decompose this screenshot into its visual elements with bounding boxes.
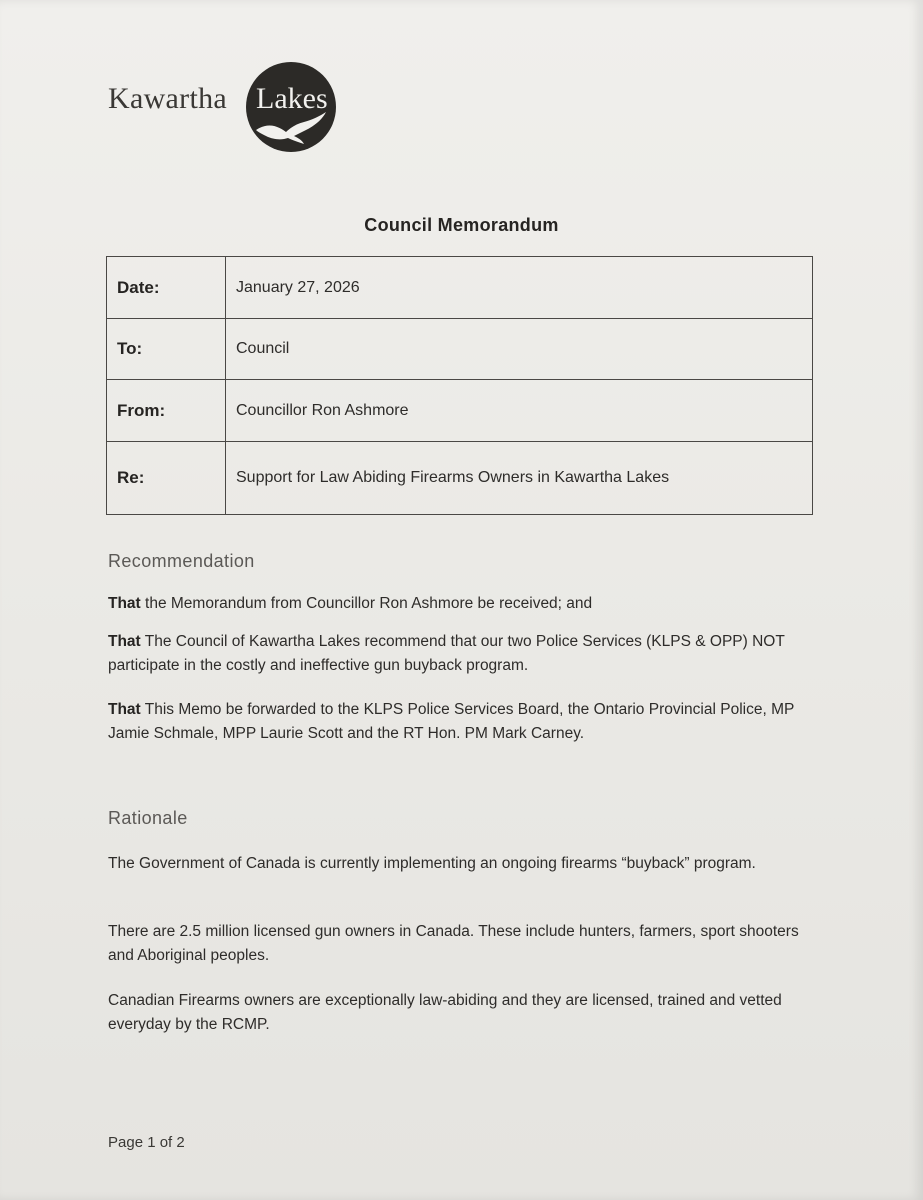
to-value: Council xyxy=(236,340,290,357)
from-label: From: xyxy=(107,380,226,442)
memo-title: Council Memorandum xyxy=(364,215,559,235)
recommendation-text: The Council of Kawartha Lakes recommend that our two Police Services (KLPS & OPP) NOT participate in the costly and ineffective gun buyback program. xyxy=(108,633,785,674)
date-label: Date: xyxy=(107,257,226,319)
recommendation-lead: That xyxy=(108,633,141,650)
recommendation-lead: That xyxy=(108,595,141,612)
rationale-paragraph: There are 2.5 million licensed gun owners in Canada. These include hunters, farmers, sport shooters and Aboriginal peoples. xyxy=(108,923,799,964)
table-row xyxy=(107,380,813,442)
eagle-icon xyxy=(252,110,330,146)
recommendation-lead: That xyxy=(108,701,141,718)
re-label: Re: xyxy=(107,442,226,515)
logo-word-lakes: Lakes xyxy=(256,82,328,115)
table-row xyxy=(107,257,813,319)
recommendation-heading: Recommendation xyxy=(108,551,255,571)
re-value: Support for Law Abiding Firearms Owners in Kawartha Lakes xyxy=(236,469,670,486)
recommendation-text: the Memorandum from Councillor Ron Ashmore be received; and xyxy=(140,595,593,612)
recommendation-item xyxy=(108,698,808,746)
page-number: Page 1 of 2 xyxy=(108,1134,185,1151)
logo-word-kawartha: Kawartha xyxy=(108,82,228,115)
table-row xyxy=(107,442,813,515)
rationale-paragraph: The Government of Canada is currently implementing an ongoing firearms “buyback” program. xyxy=(108,855,756,872)
recommendation-item xyxy=(108,592,808,616)
kawartha-lakes-logo xyxy=(108,62,348,157)
recommendation-text: This Memo be forwarded to the KLPS Police Services Board, the Ontario Provincial Police, MP Jamie Schmale, MPP Laurie Scott and the RT Hon. PM Mark Carney. xyxy=(108,701,795,742)
memo-header-table xyxy=(106,256,813,515)
table-row xyxy=(107,319,813,380)
date-value: January 27, 2026 xyxy=(236,278,360,296)
to-label: To: xyxy=(107,319,226,380)
rationale-paragraph: Canadian Firearms owners are exceptionally law-abiding and they are licensed, trained and vetted everyday by the RCMP. xyxy=(108,992,782,1033)
from-value: Councillor Ron Ashmore xyxy=(236,401,409,419)
recommendation-item xyxy=(108,630,808,678)
logo-emblem xyxy=(246,62,336,152)
rationale-heading: Rationale xyxy=(108,808,188,828)
